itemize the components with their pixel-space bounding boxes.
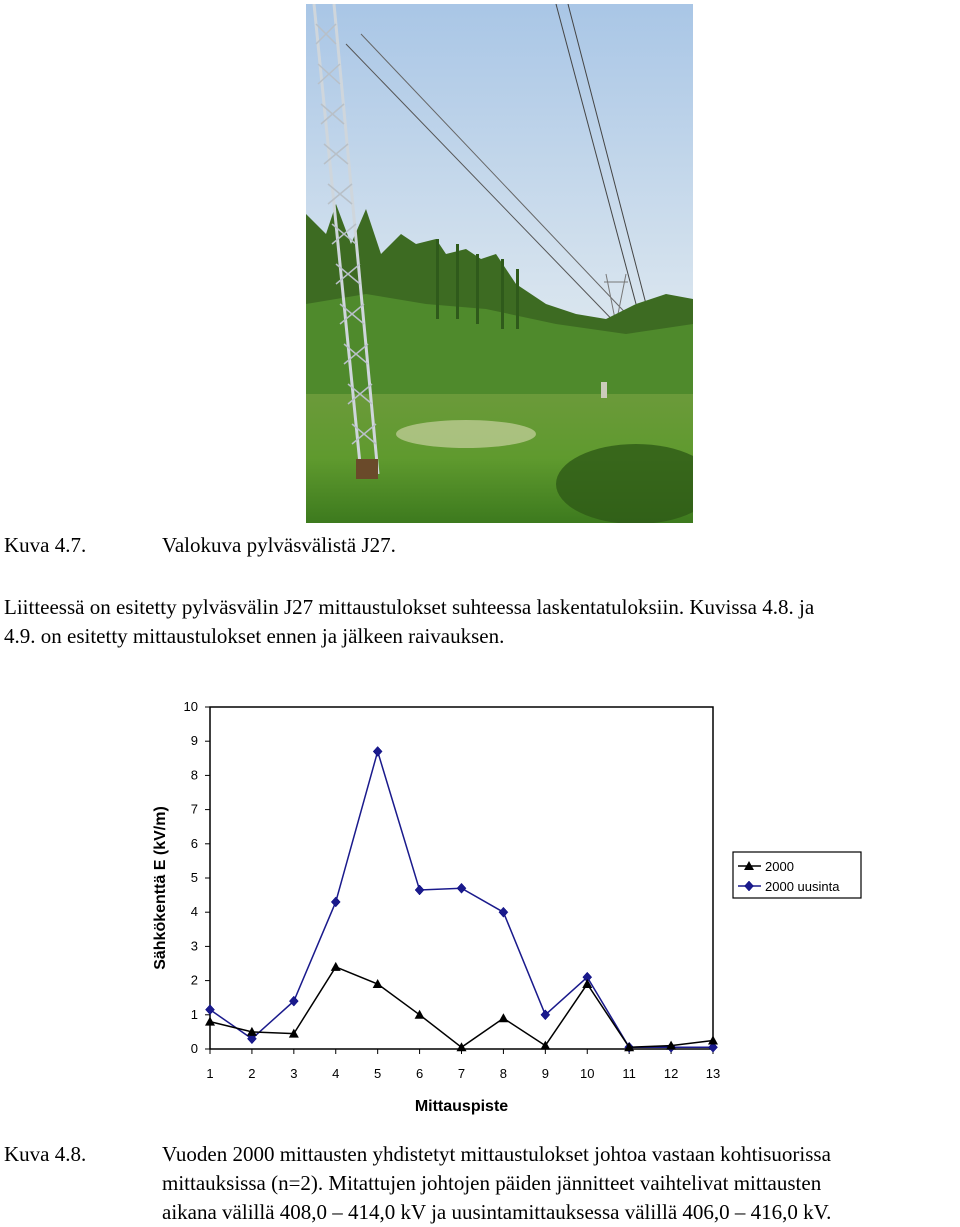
x-tick-label: 8	[499, 1066, 508, 1081]
power-line-photo-image	[306, 4, 693, 523]
legend-layer	[733, 852, 861, 898]
electric-field-chart	[140, 690, 880, 1120]
diamond-marker	[415, 885, 424, 895]
diamond-marker	[499, 907, 508, 917]
plot-frame	[210, 707, 713, 1049]
x-tick-label: 3	[290, 1066, 298, 1081]
triangle-marker	[373, 979, 383, 988]
y-tick-label: 6	[190, 835, 198, 851]
series-layer	[205, 746, 718, 1052]
triangle-marker	[540, 1041, 550, 1050]
y-tick-label: 9	[190, 733, 198, 749]
chart-svg	[140, 690, 880, 1120]
x-tick-label: 9	[541, 1066, 549, 1081]
series-line	[210, 967, 713, 1047]
triangle-marker	[205, 1017, 215, 1026]
x-tick-label: 10	[580, 1066, 595, 1081]
figure-caption-line: mittauksissa (n=2). Mitattujen johtojen päiden jännitteet vaihtelivat mittausten	[162, 1171, 822, 1195]
x-tick-label: 2	[248, 1066, 256, 1081]
x-tick-label: 11	[622, 1066, 636, 1081]
y-tick-label: 2	[190, 972, 198, 988]
paragraph-line: 4.9. on esitetty mittaustulokset ennen ja jälkeen raivauksen.	[4, 624, 505, 648]
x-tick-label: 13	[705, 1066, 721, 1081]
series-line	[210, 751, 713, 1047]
y-tick-label: 3	[190, 938, 198, 954]
y-tick-label: 5	[190, 870, 198, 885]
legend-label: 2000 uusinta	[765, 879, 840, 894]
y-axis-label: Sähkökenttä E (kV/m)	[152, 806, 169, 970]
diamond-marker	[457, 883, 466, 893]
x-tick-label: 12	[663, 1066, 679, 1081]
triangle-marker	[708, 1035, 718, 1044]
photo-caption-text: Valokuva pylväsvälistä J27.	[162, 533, 396, 557]
x-axis-label: Mittauspiste	[414, 1098, 509, 1115]
diamond-marker	[373, 746, 382, 756]
y-tick-label: 1	[190, 1006, 198, 1022]
triangle-marker	[415, 1010, 425, 1019]
axes-layer	[152, 699, 720, 1115]
x-tick-label: 4	[332, 1066, 340, 1081]
series-2000-uusinta	[206, 746, 718, 1052]
body-paragraph	[4, 593, 959, 651]
x-tick-label: 6	[415, 1066, 424, 1081]
figure-caption-line: Vuoden 2000 mittausten yhdistetyt mittaustulokset johtoa vastaan kohtisuorissa	[162, 1142, 831, 1166]
diamond-marker	[206, 1005, 215, 1015]
y-tick-label: 7	[190, 801, 198, 817]
y-tick-label: 10	[183, 699, 198, 714]
figure-caption-label: Kuva 4.8.	[4, 1142, 87, 1166]
y-tick-label: 0	[190, 1041, 198, 1056]
y-tick-label: 8	[190, 767, 198, 783]
power-line-photo	[306, 4, 693, 523]
photo-caption-label: Kuva 4.7.	[4, 533, 87, 557]
figure-caption-line: aikana välillä 408,0 – 414,0 kV ja uusintamittauksessa välillä 406,0 – 416,0 kV.	[162, 1200, 832, 1224]
x-tick-label: 1	[206, 1066, 214, 1081]
paragraph-line: Liitteessä on esitetty pylväsvälin J27 mittaustulokset suhteessa laskentatuloksiin. Kuvissa 4.8. ja	[4, 595, 815, 619]
y-tick-label: 4	[190, 904, 198, 920]
x-tick-label: 7	[457, 1066, 466, 1081]
series-2000	[205, 962, 718, 1051]
legend-label: 2000	[765, 859, 794, 874]
diamond-marker	[331, 897, 340, 907]
triangle-marker	[331, 962, 341, 971]
x-tick-label: 5	[374, 1066, 382, 1081]
triangle-marker	[498, 1013, 508, 1022]
